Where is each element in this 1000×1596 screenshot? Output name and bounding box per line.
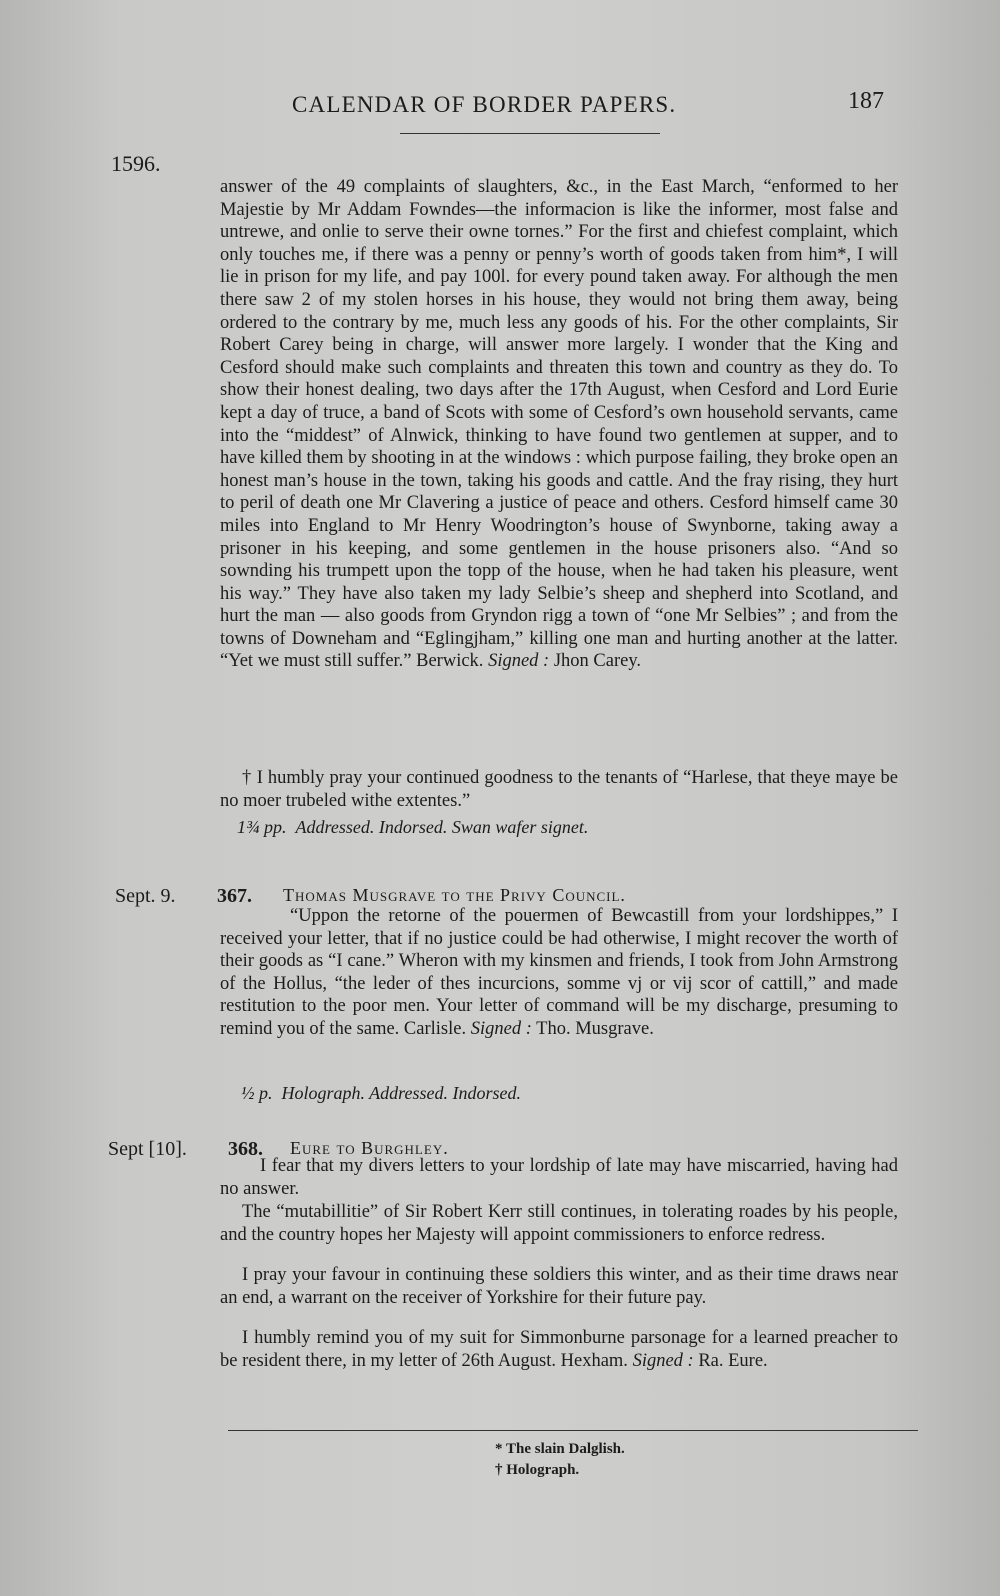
entry-367-description-text: Holograph. Addressed. Indorsed. — [281, 1083, 521, 1103]
signature: Jhon Carey. — [553, 651, 641, 672]
header-rule — [400, 133, 660, 134]
entry-367-body — [220, 905, 898, 1041]
entry-368-para-4-text: I humbly remind you of my suit for Simmonburne parsonage for a learned preacher to be resident there, in my letter of 26th August. Hexham. — [220, 1328, 898, 1371]
entry-367-signature: Tho. Musgrave. — [536, 1018, 654, 1039]
page-count: 1¾ pp. — [237, 817, 287, 837]
entry-368-para-2: The “mutabillitie” of Sir Robert Kerr still continues, in tolerating roades by his people, and the country hopes her Majesty will appoint commissioners to enforce redress. — [220, 1202, 898, 1245]
footnote-rule — [228, 1430, 918, 1431]
entry-367-date: Sept. 9. — [115, 885, 176, 907]
letter-body — [220, 176, 898, 673]
running-header-title: CALENDAR OF BORDER PAPERS. — [292, 92, 677, 117]
entry-368-signature: Ra. Eure. — [698, 1350, 768, 1371]
entry-367-title: Thomas Musgrave to the Privy Council. — [283, 885, 626, 905]
footnote-dagger: † Holograph. — [495, 1462, 580, 1478]
entry-367-description — [241, 1083, 521, 1104]
margin-year: 1596. — [111, 151, 161, 176]
signed-label: Signed : — [488, 651, 550, 672]
entry-368-para-4 — [220, 1327, 898, 1372]
footnote-star: * The slain Dalglish. — [495, 1441, 625, 1457]
entry-367-number: 367. — [217, 885, 252, 907]
entry-368-number: 368. — [228, 1138, 263, 1160]
letter-body-text: answer of the 49 complaints of slaughters, &c., in the East March, “enformed to her Majestie by Mr Addam Fowndes—the informacion is like the informer, most false and untrewe, and onlie to serve their owne tornes.” For the first and chiefest complaint, which only touches me, if there was a penny or penny’s worth of goods taken from him*, I will lie in prison for my life, and pay 100l. for every pound taken away. For although the men there saw 2 of my stolen horses in his house, they would not bring them away, being ordered to the contrary by me, much less any goods of his. For the other complaints, Sir Robert Carey being in charge, will answer more largely. I wonder that the King and Cesford should make such complaints and threaten this town and country as they do. To show their honest dealing, two days after the 17th August, when Cesford and Lord Eurie kept a day of truce, a band of Scots with some of Cesford’s own household servants, came into the “middest” of Alnwick, thinking to have found two gentlemen at supper, and to have killed them by shooting in at the windows : which purpose failing, they broke open an honest man’s house in the town, taking his goods and cattle. And the fray rising, they hurt to peril of death one Mr Clavering a justice of peace and others. Cesford himself came 30 miles into England to Mr Henry Woodrington’s house of Swynborne, taking away a prisoner in his keeping, and some gentlemen in the house prisoners also. “And so sownding his trumpett upon the topp of the house, when he had taken his pleasure, went his way.” They have also taken my lady Selbie’s sheep and shepherd into Scotland, and hurt the man — also goods from Gryndon rigg a town of “one Mr Selbies” ; and from the towns of Downeham and “Eglingjham,” killing one man and hurting another at the latter. “Yet we must still suffer.” Berwick. — [220, 177, 898, 672]
entry-367-page-count: ½ p. — [241, 1083, 273, 1103]
entry-368-para-3: I pray your favour in continuing these soldiers this winter, and as their time draws near an end, a warrant on the receiver of Yorkshire for their future pay. — [220, 1265, 898, 1308]
entry-367-body-text: “Uppon the retorne of the pouermen of Bewcastill from your lordshippes,” I received your letter, that if no justice could be had otherwise, I might recover the worth of their goods as “I cane.” Wheron with my kinsmen and friends, I took from John Armstrong of the Hollus, “the leder of thes incurcions, somme vj or vij scor of cattill,” and made restitution to the poor men. Your letter of command will be my discharge, presuming to remind you of the same. Carlisle. — [220, 906, 898, 1039]
entry-368-date: Sept [10]. — [108, 1138, 187, 1160]
entry-368-title: Eure to Burghley. — [290, 1138, 449, 1158]
description-text: Addressed. Indorsed. Swan wafer signet. — [295, 817, 589, 837]
holograph-postscript: † I humbly pray your continued goodness to the tenants of “Harlese, that theye maye be no moer trubeled withe extentes.” — [220, 768, 898, 811]
page-number: 187 — [848, 88, 884, 114]
entry-368-signed-label: Signed : — [632, 1350, 694, 1371]
entry-368-para-1: I fear that my divers letters to your lordship of late may have miscarried, having had no answer. — [220, 1156, 898, 1199]
letter-description — [237, 817, 588, 838]
entry-367-signed-label: Signed : — [470, 1018, 532, 1039]
